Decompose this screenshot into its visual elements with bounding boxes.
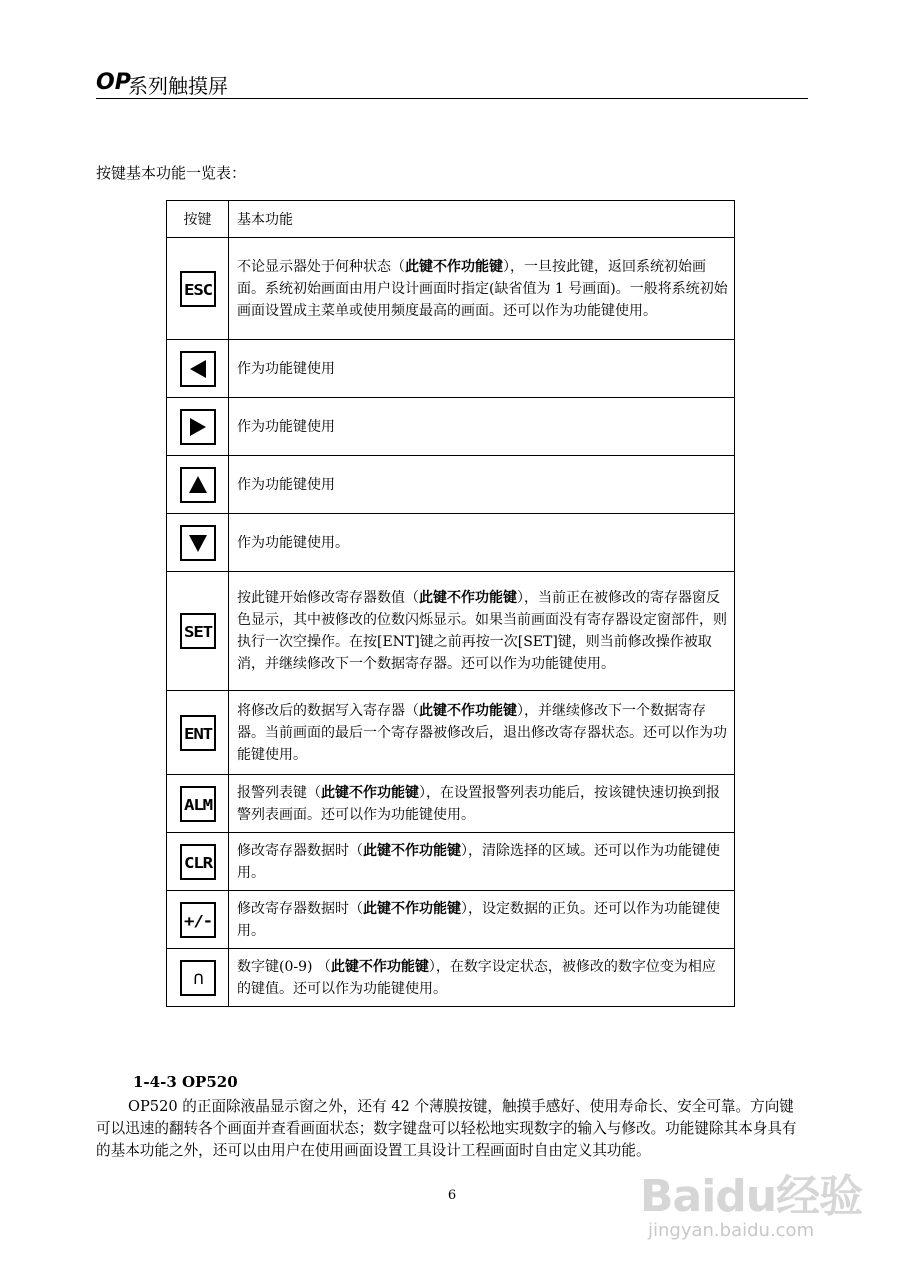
description-text: 作为功能键使用 bbox=[237, 476, 335, 493]
esc-key-icon bbox=[180, 271, 216, 307]
description-text: 按此键开始修改寄存器数值（ bbox=[237, 590, 419, 606]
table-row bbox=[167, 572, 735, 691]
description-text: ），在数字设定状态，被修改的数字位变为相应的键值。还可以作为功能键使用。 bbox=[237, 958, 716, 997]
left-arrow-key-icon bbox=[180, 351, 216, 387]
key-label: ALM bbox=[183, 795, 213, 814]
description-text: 修改寄存器数据时（ bbox=[237, 900, 363, 917]
ent-key-icon bbox=[180, 715, 216, 751]
table-row bbox=[167, 833, 735, 891]
function-description bbox=[229, 456, 735, 514]
header-function: 基本功能 bbox=[229, 201, 735, 238]
table-row bbox=[167, 456, 735, 514]
key-cell bbox=[167, 775, 229, 833]
description-text: 作为功能键使用。 bbox=[237, 534, 349, 551]
description-text: ），并继续修改下一个数据寄存器。当前画面的最后一个寄存器被修改后，退出修改寄存器状态。还可以作为功能键使用。 bbox=[237, 702, 727, 763]
description-text: ），清除选择的区域。还可以作为功能键使用。 bbox=[237, 842, 720, 881]
emphasis-text: 此键不作功能键 bbox=[419, 590, 517, 606]
function-description bbox=[229, 572, 735, 691]
down-arrow-key-icon bbox=[180, 525, 216, 561]
table-caption: 按键基本功能一览表： bbox=[96, 164, 247, 182]
description-text: 报警列表键（ bbox=[237, 784, 321, 801]
key-label: ∩ bbox=[192, 967, 203, 989]
table-row bbox=[167, 340, 735, 398]
emphasis-text: 此键不作功能键 bbox=[321, 784, 419, 801]
key-cell bbox=[167, 238, 229, 340]
description-text: ），在设置报警列表功能后，按该键快速切换到报警列表画面。还可以作为功能键使用。 bbox=[237, 784, 720, 823]
key-label: ESC bbox=[183, 280, 212, 299]
plus-minus-key-icon bbox=[180, 902, 216, 938]
up-arrow-key-icon bbox=[180, 467, 216, 503]
section-title: 1-4-3 OP520 bbox=[133, 1073, 238, 1091]
table-row bbox=[167, 949, 735, 1007]
paragraph-text: OP520 的正面除液晶显示窗之外，还有 42 个薄膜按键，触摸手感好、使用寿命长、安全可靠。方向键可以迅速的翻转各个画面并查看画面状态；数字键盘可以轻松地实现数字的输入与修改。功能键除其本身具有的基本功能之外，还可以由用户在使用画面设置工具设计工程画面时自由定义其功能。 bbox=[96, 1098, 797, 1159]
table-row bbox=[167, 238, 735, 340]
description-text: 作为功能键使用 bbox=[237, 418, 335, 435]
table-row bbox=[167, 514, 735, 572]
key-label: SET bbox=[183, 623, 213, 641]
key-cell bbox=[167, 456, 229, 514]
alm-key-icon bbox=[180, 786, 216, 822]
table-header-row bbox=[167, 201, 735, 238]
digit-key-icon bbox=[180, 960, 216, 996]
description-text: ），当前正在被修改的寄存器窗反色显示，其中被修改的位数闪烁显示。如果当前画面没有寄存器设定窗部件，则执行一次空操作。在按[ENT]键之前再按一次[SET]键，则当前修改操作被取消，并继续修改下一个数据寄存器。还可以作为功能键使用。 bbox=[237, 590, 727, 672]
emphasis-text: 此键不作功能键 bbox=[363, 842, 461, 859]
key-label: CLR bbox=[183, 853, 214, 872]
set-key-icon bbox=[180, 613, 216, 649]
function-description bbox=[229, 238, 735, 340]
description-text: 数字键(0-9) （ bbox=[237, 958, 331, 975]
function-description bbox=[229, 891, 735, 949]
function-description bbox=[229, 514, 735, 572]
table-row bbox=[167, 891, 735, 949]
table-row bbox=[167, 398, 735, 456]
clr-key-icon bbox=[180, 844, 216, 880]
emphasis-text: 此键不作功能键 bbox=[405, 258, 503, 275]
description-text: 作为功能键使用 bbox=[237, 360, 335, 377]
watermark bbox=[640, 1150, 890, 1260]
key-cell bbox=[167, 398, 229, 456]
emphasis-text: 此键不作功能键 bbox=[330, 958, 429, 975]
header-series-prefix: OP bbox=[96, 70, 131, 95]
key-function-table bbox=[166, 200, 735, 1007]
description-text: 修改寄存器数据时（ bbox=[237, 842, 363, 859]
description-text: ），设定数据的正负。还可以作为功能键使用。 bbox=[237, 900, 720, 939]
function-description bbox=[229, 833, 735, 891]
key-cell bbox=[167, 891, 229, 949]
function-description bbox=[229, 340, 735, 398]
page-header bbox=[96, 66, 808, 99]
key-cell bbox=[167, 514, 229, 572]
description-text: 将修改后的数据写入寄存器（ bbox=[237, 702, 419, 719]
right-arrow-key-icon bbox=[180, 409, 216, 445]
key-cell bbox=[167, 340, 229, 398]
key-label: +/- bbox=[183, 911, 212, 930]
key-cell bbox=[167, 691, 229, 775]
description-text: 不论显示器处于何种状态（ bbox=[237, 258, 405, 275]
watermark-url: jingyan.baidu.com bbox=[648, 1220, 815, 1241]
header-key: 按键 bbox=[167, 201, 229, 238]
table-row bbox=[167, 775, 735, 833]
header-title: 系列触摸屏 bbox=[128, 74, 228, 98]
key-cell bbox=[167, 949, 229, 1007]
key-cell bbox=[167, 833, 229, 891]
key-cell bbox=[167, 572, 229, 691]
function-description bbox=[229, 775, 735, 833]
function-description bbox=[229, 949, 735, 1007]
table-row bbox=[167, 691, 735, 775]
emphasis-text: 此键不作功能键 bbox=[419, 702, 517, 719]
page-number: 6 bbox=[447, 1188, 457, 1203]
watermark-brand: Baidu经验 bbox=[640, 1171, 863, 1222]
key-label: ENT bbox=[183, 724, 213, 743]
function-description bbox=[229, 691, 735, 775]
description-text: ），一旦按此键，返回系统初始画面。系统初始画面由用户设计画面时指定(缺省值为 1 号画面)。一般将系统初始画面设置成主菜单或使用频度最高的画面。还可以作为功能键使用。 bbox=[237, 258, 728, 319]
emphasis-text: 此键不作功能键 bbox=[363, 900, 461, 917]
function-description bbox=[229, 398, 735, 456]
